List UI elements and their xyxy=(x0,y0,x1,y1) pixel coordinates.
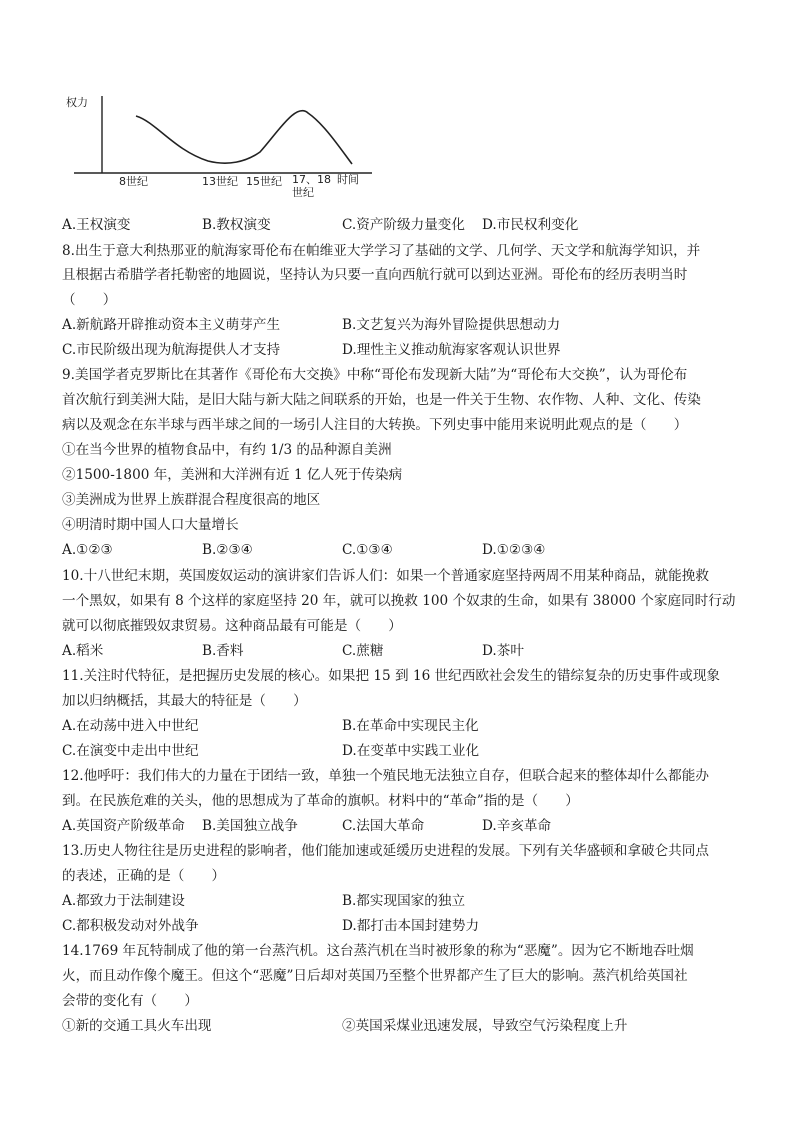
option-c[interactable]: C.在演变中走出中世纪 xyxy=(62,743,199,759)
q10-stem-line: 10.十八世纪末期，英国废奴运动的演讲家们告诉人们：如果一个普通家庭坚持两周不用某种商品，就能挽救 xyxy=(62,568,709,584)
option-b[interactable]: B.在革命中实现民主化 xyxy=(342,718,479,734)
q8-stem-line: 8.出生于意大利热那亚的航海家哥伦布在帕维亚大学学习了基础的文学、几何学、天文学和航海学知识，并 xyxy=(62,243,701,259)
q11-stem-line: 11.关注时代特征，是把握历史发展的核心。如果把 15 到 16 世纪西欧社会发生的错综复杂的历史事件或现象 xyxy=(62,668,721,684)
q14-item: ②英国采煤业迅速发展，导致空气污染程度上升 xyxy=(342,1018,628,1034)
series-line xyxy=(136,111,352,164)
x-tick-label: 17、18 xyxy=(292,173,331,186)
option-d[interactable]: D.辛亥革命 xyxy=(482,818,552,834)
q9-item: ①在当今世界的植物食品中，有约 1/3 的品种源自美洲 xyxy=(62,442,392,458)
option-c[interactable]: C.①③④ xyxy=(342,542,393,558)
option-c[interactable]: C.资产阶级力量变化 xyxy=(342,217,465,233)
option-b[interactable]: B.文艺复兴为海外冒险提供思想动力 xyxy=(342,317,561,333)
option-b[interactable]: B.教权演变 xyxy=(202,217,271,233)
option-a[interactable]: A.①②③ xyxy=(62,542,113,558)
y-axis-label: 权力 xyxy=(66,96,88,109)
option-d[interactable]: D.茶叶 xyxy=(482,643,524,659)
q8-stem-line: 且根据古希腊学者托勒密的地圆说，坚持认为只要一直向西航行就可以到达亚洲。哥伦布的经历表明当时 xyxy=(62,267,688,283)
option-b[interactable]: B.都实现国家的独立 xyxy=(342,893,466,909)
option-b[interactable]: B.香料 xyxy=(202,643,244,659)
q9-item: ②1500-1800 年，美洲和大洋洲有近 1 亿人死于传染病 xyxy=(62,467,403,483)
x-axis-label: 时间 xyxy=(337,173,359,186)
q9-stem-line: 病以及观念在东半球与西半球之间的一场引人注目的大转换。下列史事中能用来说明此观点的是（ ） xyxy=(62,417,688,433)
q12-stem-line: 12.他呼吁：我们伟大的力量在于团结一致，单独一个殖民地无法独立自存，但联合起来的整体却什么都能办 xyxy=(62,768,709,784)
option-a[interactable]: A.稻米 xyxy=(62,643,104,659)
x-tick-label: 8世纪 xyxy=(119,175,148,188)
option-a[interactable]: A.王权演变 xyxy=(62,217,131,233)
option-d[interactable]: D.都打击本国封建势力 xyxy=(342,918,480,934)
option-d[interactable]: D.在变革中实践工业化 xyxy=(342,743,480,759)
q14-item: ①新的交通工具火车出现 xyxy=(62,1018,212,1034)
q9-item: ③美洲成为世界上族群混合程度很高的地区 xyxy=(62,492,321,508)
option-d[interactable]: D.①②③④ xyxy=(482,542,546,558)
q8-answer-blank: （ ） xyxy=(62,292,117,308)
q14-stem-line: 14.1769 年瓦特制成了他的第一台蒸汽机。这台蒸汽机在当时被形象的称为“恶魔”。因为它不断地吞吐烟 xyxy=(62,943,694,959)
option-a[interactable]: A.都致力于法制建设 xyxy=(62,893,185,909)
q9-item: ④明清时期中国人口大量增长 xyxy=(62,517,239,533)
q10-stem-line: 就可以彻底摧毁奴隶贸易。这种商品最有可能是（ ） xyxy=(62,618,402,634)
option-c[interactable]: C.市民阶级出现为航海提供人才支持 xyxy=(62,342,281,358)
option-b[interactable]: B.美国独立战争 xyxy=(202,818,298,834)
q14-stem-line: 火，而且动作像个魔王。但这个“恶魔”日后却对英国乃至整个世界都产生了巨大的影响。蒸汽机给英国社 xyxy=(62,968,688,984)
option-c[interactable]: C.蔗糖 xyxy=(342,643,384,659)
q13-stem-line: 13.历史人物往往是历史进程的影响者，他们能加速或延缓历史进程的发展。下列有关华盛顿和拿破仑共同点 xyxy=(62,843,709,859)
option-c[interactable]: C.都积极发动对外战争 xyxy=(62,918,199,934)
option-c[interactable]: C.法国大革命 xyxy=(342,818,425,834)
x-tick-label: 世纪 xyxy=(292,186,314,198)
option-a[interactable]: A.英国资产阶级革命 xyxy=(62,818,185,834)
q13-stem-line: 的表述，正确的是（ ） xyxy=(62,868,226,884)
q9-stem-line: 首次航行到美洲大陆，是旧大陆与新大陆之间联系的开始，也是一件关于生物、农作物、人种、文化、传染 xyxy=(62,392,701,408)
q9-stem-line: 9.美国学者克罗斯比在其著作《哥伦布大交换》中称“哥伦布发现新大陆”为“哥伦布大交换”，认为哥伦布 xyxy=(62,367,688,383)
power-trend-chart xyxy=(60,88,380,198)
x-tick-label: 15世纪 xyxy=(246,175,282,188)
q10-stem-line: 一个黑奴，如果有 8 个这样的家庭坚持 20 年，就可以挽救 100 个奴隶的生命，如果有 38000 个家庭同时行动 xyxy=(62,593,736,609)
option-a[interactable]: A.在动荡中进入中世纪 xyxy=(62,718,199,734)
q14-stem-line: 会带的变化有（ ） xyxy=(62,993,198,1009)
x-tick-label: 13世纪 xyxy=(202,175,238,188)
option-d[interactable]: D.理性主义推动航海家客观认识世界 xyxy=(342,342,561,358)
q12-stem-line: 到。在民族危难的关头，他的思想成为了革命的旗帜。材料中的“革命”指的是（ ） xyxy=(62,793,579,809)
option-b[interactable]: B.②③④ xyxy=(202,542,253,558)
option-d[interactable]: D.市民权利变化 xyxy=(482,217,579,233)
q11-stem-line: 加以归纳概括，其最大的特征是（ ） xyxy=(62,693,307,709)
option-a[interactable]: A.新航路开辟推动资本主义萌芽产生 xyxy=(62,317,281,333)
